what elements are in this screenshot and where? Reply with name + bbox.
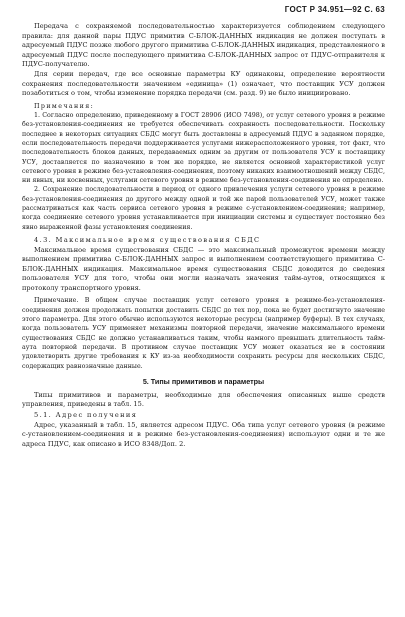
page-header: ГОСТ Р 34.951—92 С. 63 — [284, 5, 385, 14]
paragraph-address: Адрес, указанный в табл. 15, является адресом ПДУС. Оба типа услуг сетевого уровня (в режиме с-установлением-соединения и в режиме без-установления-соединения) используют одни и те же адреса ПДУС, как описано в ИСО 8348/Доп. 2. — [22, 420, 385, 448]
paragraph-sequence-rule: Передача с сохраняемой последовательностью характеризуется соблюдением следующего правила: для данной пары ПДУС примитив С-БЛОК-ДАННЫХ индикация не должен поступать в адресуемый ПДУС позже любого другого примитива С-БЛОК-ДАННЫХ индикация, представленного в адресуемый ПДУС после последующего примитива С-БЛОК-ДАННЫХ запрос от ПДУС-отправителя к ПДУС-получателю. — [22, 22, 385, 69]
subsection-4-3-heading: 4.3. Максимальное время существования СБДС — [34, 235, 261, 244]
note-1: 1. Согласно определению, приведенному в ГОСТ 28906 (ИСО 7498), от услуг сетевого уровня в режиме без-установления-соединения не требуется обеспечивать сохранность последовательности. Поскольку последнее в некоторых ситуациях СБДС могут быть доставлены в адресуемый ПДУС в заданном порядке, если последовательность передачи поддерживается услугами нижерасположенного уровня, тот факт, что последовательность блоков данных, передаваемых одним за другим от пользователя УСУ к поставщику УСУ, доставляется по назначению в том же порядке, не является основной характеристикой услуг сетевого уровня в режиме без-установления-соединения, поэтому никаких взаимоотношений между СБДС, ни явных, ни косвенных, услугами сетевого уровня в режиме без-установления-соединения не определено. — [22, 112, 385, 185]
paragraph-primitive-types: Типы примитивов и параметры, необходимые для обеспечения описанных выше средств управления, приведены в табл. 15. — [22, 390, 385, 409]
note-max-lifetime: Примечание. В общем случае поставщик услуг сетевого уровня в режиме-без-установления-соединения должен продолжать попытки доставить СБДС до тех пор, пока не будет достигнуто значение этого параметра. Для этого обычно используются некоторые ресурсы (например буферы). В тех случаях, когда пользователь УСУ применяет механизмы повторной передачи, значение максимального времени существования СБДС не должно устанавливаться таким, чтобы намного превышать длительность тайм-аута повторной передачи. В противном случае поставщик УСУ может оказаться не в состоянии удовлетворить другие требования к КУ из-за необходимости сохранить ресурсы для нескольких СБДС, содержащих равнозначные данные. — [22, 297, 385, 370]
section-5-heading: 5. Типы примитивов и параметры — [142, 376, 265, 386]
notes-heading: Примечания: — [34, 102, 95, 110]
subsection-5-1-heading: 5.1. Адрес получения — [34, 411, 138, 420]
paragraph-max-lifetime: Максимальное время существования СБДС — это максимальный промежуток времени между выполнением примитива С-БЛОК-ДАННЫХ запрос и выполнением соответствующего примитива С-БЛОК-ДАННЫХ индикация. Максимальное время существования СБДС доводится до сведения пользователя УСУ для того, чтобы они могли назначать значения тайм-аутов, относящихся к протоколу транспортного уровня. — [22, 245, 385, 292]
note-2: 2. Сохранение последовательности в период от одного привлечения услуги сетевого уровня в режиме без-установления-соединения до другого между одной и той же парой пользователей УСУ, может также рассматриваться как часть сервиса сетевого уровня в режиме с-установлением-соединения; например, когда соединение сетевого уровня устанавливается при инициации системы и существует постоянно без явно выраженной фазы установления соединения. — [22, 186, 385, 231]
paragraph-probability: Для серии передач, где все основные параметры КУ одинаковы, определение вероятности сохранения последовательности значением «единица» (1) означает, что поставщик УСУ должен позаботиться о том, чтобы изменение порядка передачи (см. разд. 9) не было инициировано. — [22, 69, 385, 98]
